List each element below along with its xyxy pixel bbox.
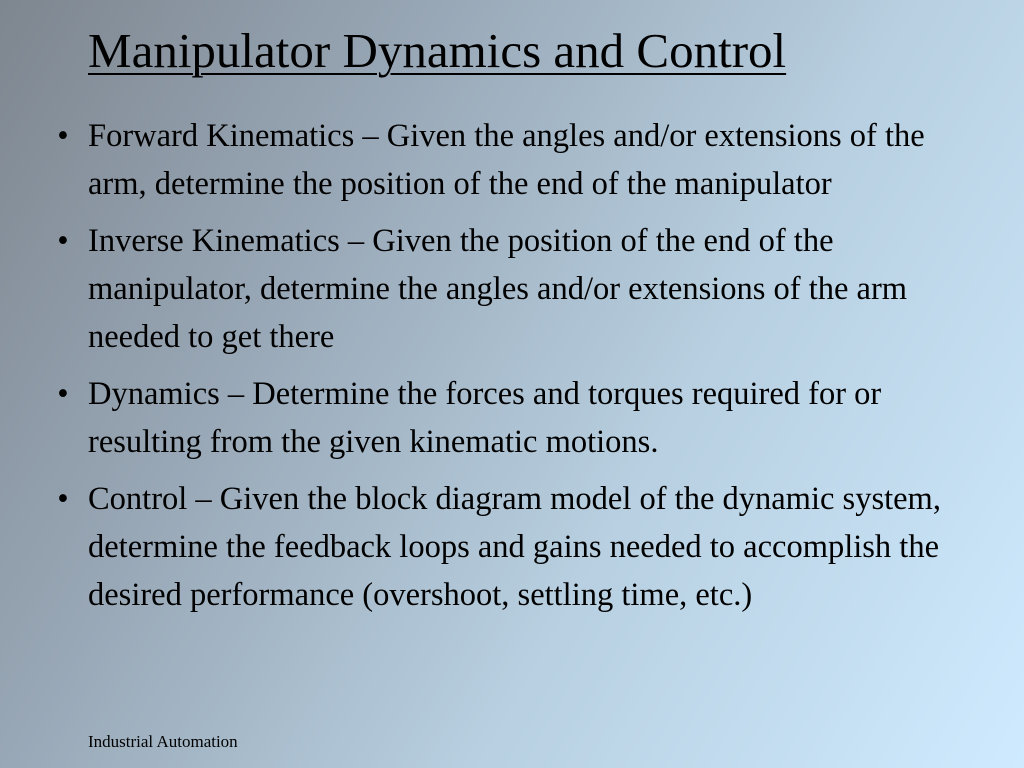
slide-title: Manipulator Dynamics and Control: [88, 23, 787, 78]
bullet-marker: •: [57, 118, 69, 154]
bullet-text: Forward Kinematics – Given the angles and/or extensions of the arm, determine the position of the end of the manipulator: [88, 118, 925, 202]
bullet-text: Inverse Kinematics – Given the position of the end of the manipulator, determine the angles and/or extensions of the arm needed to get there: [88, 223, 908, 355]
bullet-marker: •: [57, 481, 69, 517]
bullet-item-forward-kinematics: [0, 112, 1000, 208]
bullet-item-control: [0, 475, 1000, 619]
bullet-text: Dynamics – Determine the forces and torques required for or resulting from the given kinematic motions.: [88, 376, 882, 460]
bullet-marker: •: [57, 376, 69, 412]
bullet-list: [0, 112, 1000, 628]
bullet-marker: •: [57, 223, 69, 259]
bullet-item-inverse-kinematics: [0, 217, 1000, 361]
bullet-text: Control – Given the block diagram model of the dynamic system, determine the feedback loops and gains needed to accomplish the desired performance (overshoot, settling time, etc.): [88, 481, 941, 613]
slide-footer: Industrial Automation: [88, 732, 238, 751]
bullet-item-dynamics: [0, 370, 1000, 466]
